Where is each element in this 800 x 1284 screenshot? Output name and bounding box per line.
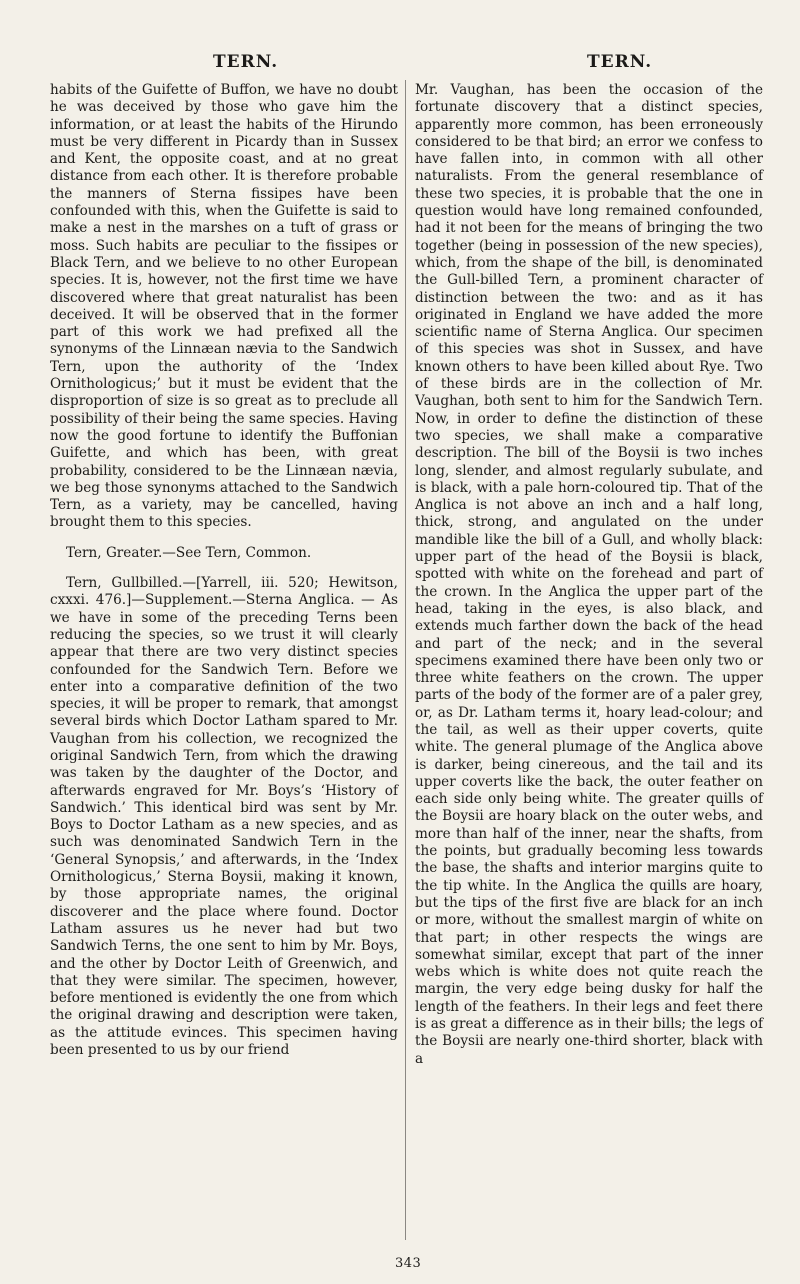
column-divider	[405, 80, 406, 1240]
running-head-right: TERN.	[587, 52, 653, 72]
paragraph-continuation-right: Mr. Vaughan, has been the occasion of the fortunate discovery that a distinct species, apparently more common, has been erroneously considered to be that bird; an error we confess to have fallen into, in common with all other naturalists. From the general resemblance of these two species, it is probable that the one in question would have long remained confounded, had it not been for the means of bringing the two together (being in possession of the new species), which, from the shape of the bill, is denominated the Gull-billed Tern, a prominent character of distinction between the two: and as it has originated in England we have added the more scientific name of Sterna Anglica. Our specimen of this species was shot in Sussex, and have known others to have been killed about Rye. Two of these birds are in the collection of Mr. Vaughan, both sent to him for the Sandwich Tern. Now, in order to define the distinction of these two species, we shall make a comparative description. The bill of the Boysii is two inches long, slender, and almost regularly subulate, and is black, with a pale horn-coloured tip. That of the Anglica is not above an inch and a half long, thick, strong, and angulated on the under mandible like the bill of a Gull, and wholly black: upper part of the head of the Boysii is black, spotted with white on the forehead and part of the crown. In the Anglica the upper part of the head, taking in the eyes, is also black, and extends much farther down the back of the head and part of the neck; and in the several specimens examined there have been only two or three white feathers on the crown. The upper parts of the body of the former are of a paler grey, or, as Dr. Latham terms it, hoary lead-colour; and the tail, as well as their upper coverts, quite white. The general plumage of the Anglica above is darker, being cinereous, and the tail and its upper coverts like the back, the outer feather on each side only being white. The greater quills of the Boysii are hoary black on the outer webs, and more than half of the inner, near the shafts, from the points, but gradually becoming less towards the base, the shafts and interior margins quite to the tip white. In the Anglica the quills are hoary, but the tips of the first five are black for an inch or more, without the smallest margin of white on that part; in other respects the wings are somewhat similar, except that part of the inner webs which is white does not quite reach the margin, the very edge being dusky for half the length of the feathers. In their legs and feet there is as great a difference as in their bills; the legs of the Boysii are nearly one-third shorter, black with a	[415, 82, 763, 1067]
left-column	[50, 82, 398, 1059]
right-column	[415, 82, 763, 1068]
running-head-left: TERN.	[213, 52, 279, 72]
paragraph-continuation: habits of the Guifette of Buffon, we have no doubt he was deceived by those who gave him the information, or at least the habits of the Hirundo must be very different in Picardy than in Sussex and Kent, the opposite coast, and at no great distance from each other. It is therefore probable the manners of Sterna fissipes have been confounded with this, when the Guifette is said to make a nest in the marshes on a tuft of grass or moss. Such habits are peculiar to the fissipes or Black Tern, and we believe to no other European species. It is, however, not the first time we have discovered where that great naturalist has been deceived. It will be observed that in the former part of this work we had prefixed all the synonyms of the Linnæan nævia to the Sandwich Tern, upon the authority of the ‘Index Ornithologicus;’ but it must be evident that the disproportion of size is so great as to preclude all possibility of their being the same species. Having now the good fortune to identify the Buffonian Guifette, and which has been, with great probability, considered to be the Linnæan nævia, we beg those synonyms attached to the Sandwich Tern, as a variety, may be cancelled, having brought them to this species.	[50, 82, 398, 531]
entry-tern-gullbilled: Tern, Gullbilled.—[Yarrell, iii. 520; Hewitson, cxxxi. 476.]—Supplement.—Sterna Anglica. — As we have in some of the preceding Terns been reducing the species, so we trust it will clearly appear that there are two very distinct species confounded for the Sandwich Tern. Before we enter into a comparative definition of the two species, it will be proper to remark, that amongst several birds which Doctor Latham spared to Mr. Vaughan from his collection, we recognized the original Sandwich Tern, from which the drawing was taken by the daughter of the Doctor, and afterwards engraved for Mr. Boys’s ‘History of Sandwich.’ This identical bird was sent by Mr. Boys to Doctor Latham as a new species, and as such was denominated Sandwich Tern in the ‘General Synopsis,’ and afterwards, in the ‘Index Ornithologicus,’ Sterna Boysii, making it known, by those appropriate names, the original discoverer and the place where found. Doctor Latham assures us he never had but two Sandwich Terns, the one sent to him by Mr. Boys, and the other by Doctor Leith of Greenwich, and that they were similar. The specimen, however, before mentioned is evidently the one from which the original drawing and description were taken, as the attitude evinces. This specimen having been presented to us by our friend	[50, 575, 398, 1059]
page-number: 343	[395, 1256, 422, 1271]
entry-tern-greater: Tern, Greater.—See Tern, Common.	[66, 544, 312, 561]
